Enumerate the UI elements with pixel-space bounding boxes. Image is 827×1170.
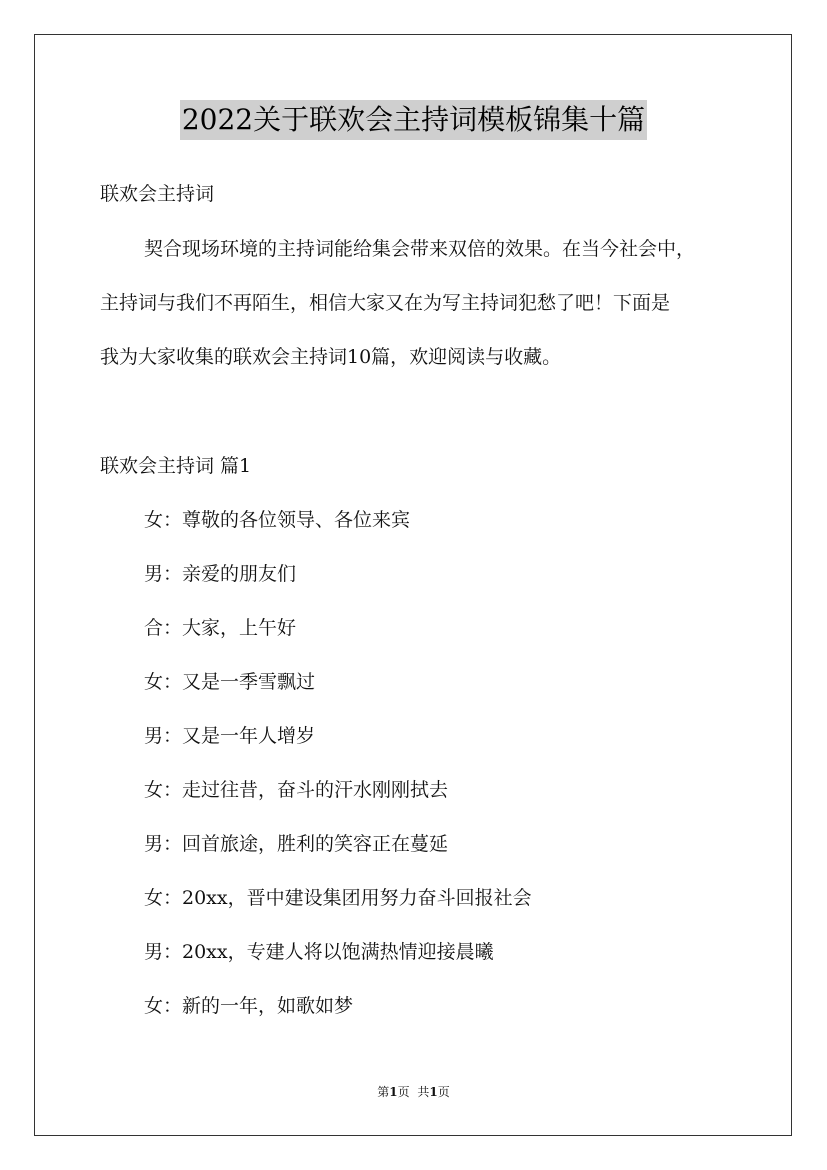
footer-page-number: 1: [389, 1085, 398, 1099]
footer-total-pages: 1: [429, 1085, 438, 1099]
footer-page-suffix: 页: [397, 1085, 410, 1099]
dialogue-line: 男：20xx，专建人将以饱满热情迎接晨曦: [144, 941, 494, 963]
intro-line-1: 契合现场环境的主持词能给集会带来双倍的效果。在当今社会中，: [144, 238, 696, 260]
dialogue-line: 合：大家，上午好: [144, 617, 297, 639]
footer-total-suffix: 页: [437, 1085, 450, 1099]
dialogue-line: 女：尊敬的各位领导、各位来宾: [144, 509, 411, 531]
footer-total-prefix: 共: [417, 1085, 430, 1099]
title-container: [0, 100, 827, 140]
document-title: 2022关于联欢会主持词模板锦集十篇: [180, 100, 647, 140]
dialogue-line: 男：又是一年人增岁: [144, 725, 316, 747]
dialogue-line: 女：20xx，晋中建设集团用努力奋斗回报社会: [144, 887, 532, 909]
dialogue-line: 女：又是一季雪飘过: [144, 671, 316, 693]
dialogue-line: 男：回首旅途，胜利的笑容正在蔓延: [144, 833, 449, 855]
dialogue-line: 女：新的一年，如歌如梦: [144, 995, 354, 1017]
page-footer: [0, 1084, 827, 1100]
dialogue-line: 男：亲爱的朋友们: [144, 563, 297, 585]
footer-page-prefix: 第: [377, 1085, 390, 1099]
section-heading: 联欢会主持词: [100, 183, 215, 205]
part-heading: 联欢会主持词 篇1: [100, 455, 252, 477]
intro-line-3: 我为大家收集的联欢会主持词10篇，欢迎阅读与收藏。: [100, 346, 562, 368]
intro-line-2: 主持词与我们不再陌生，相信大家又在为写主持词犯愁了吧！下面是: [100, 292, 671, 314]
dialogue-line: 女：走过往昔，奋斗的汗水刚刚拭去: [144, 779, 449, 801]
